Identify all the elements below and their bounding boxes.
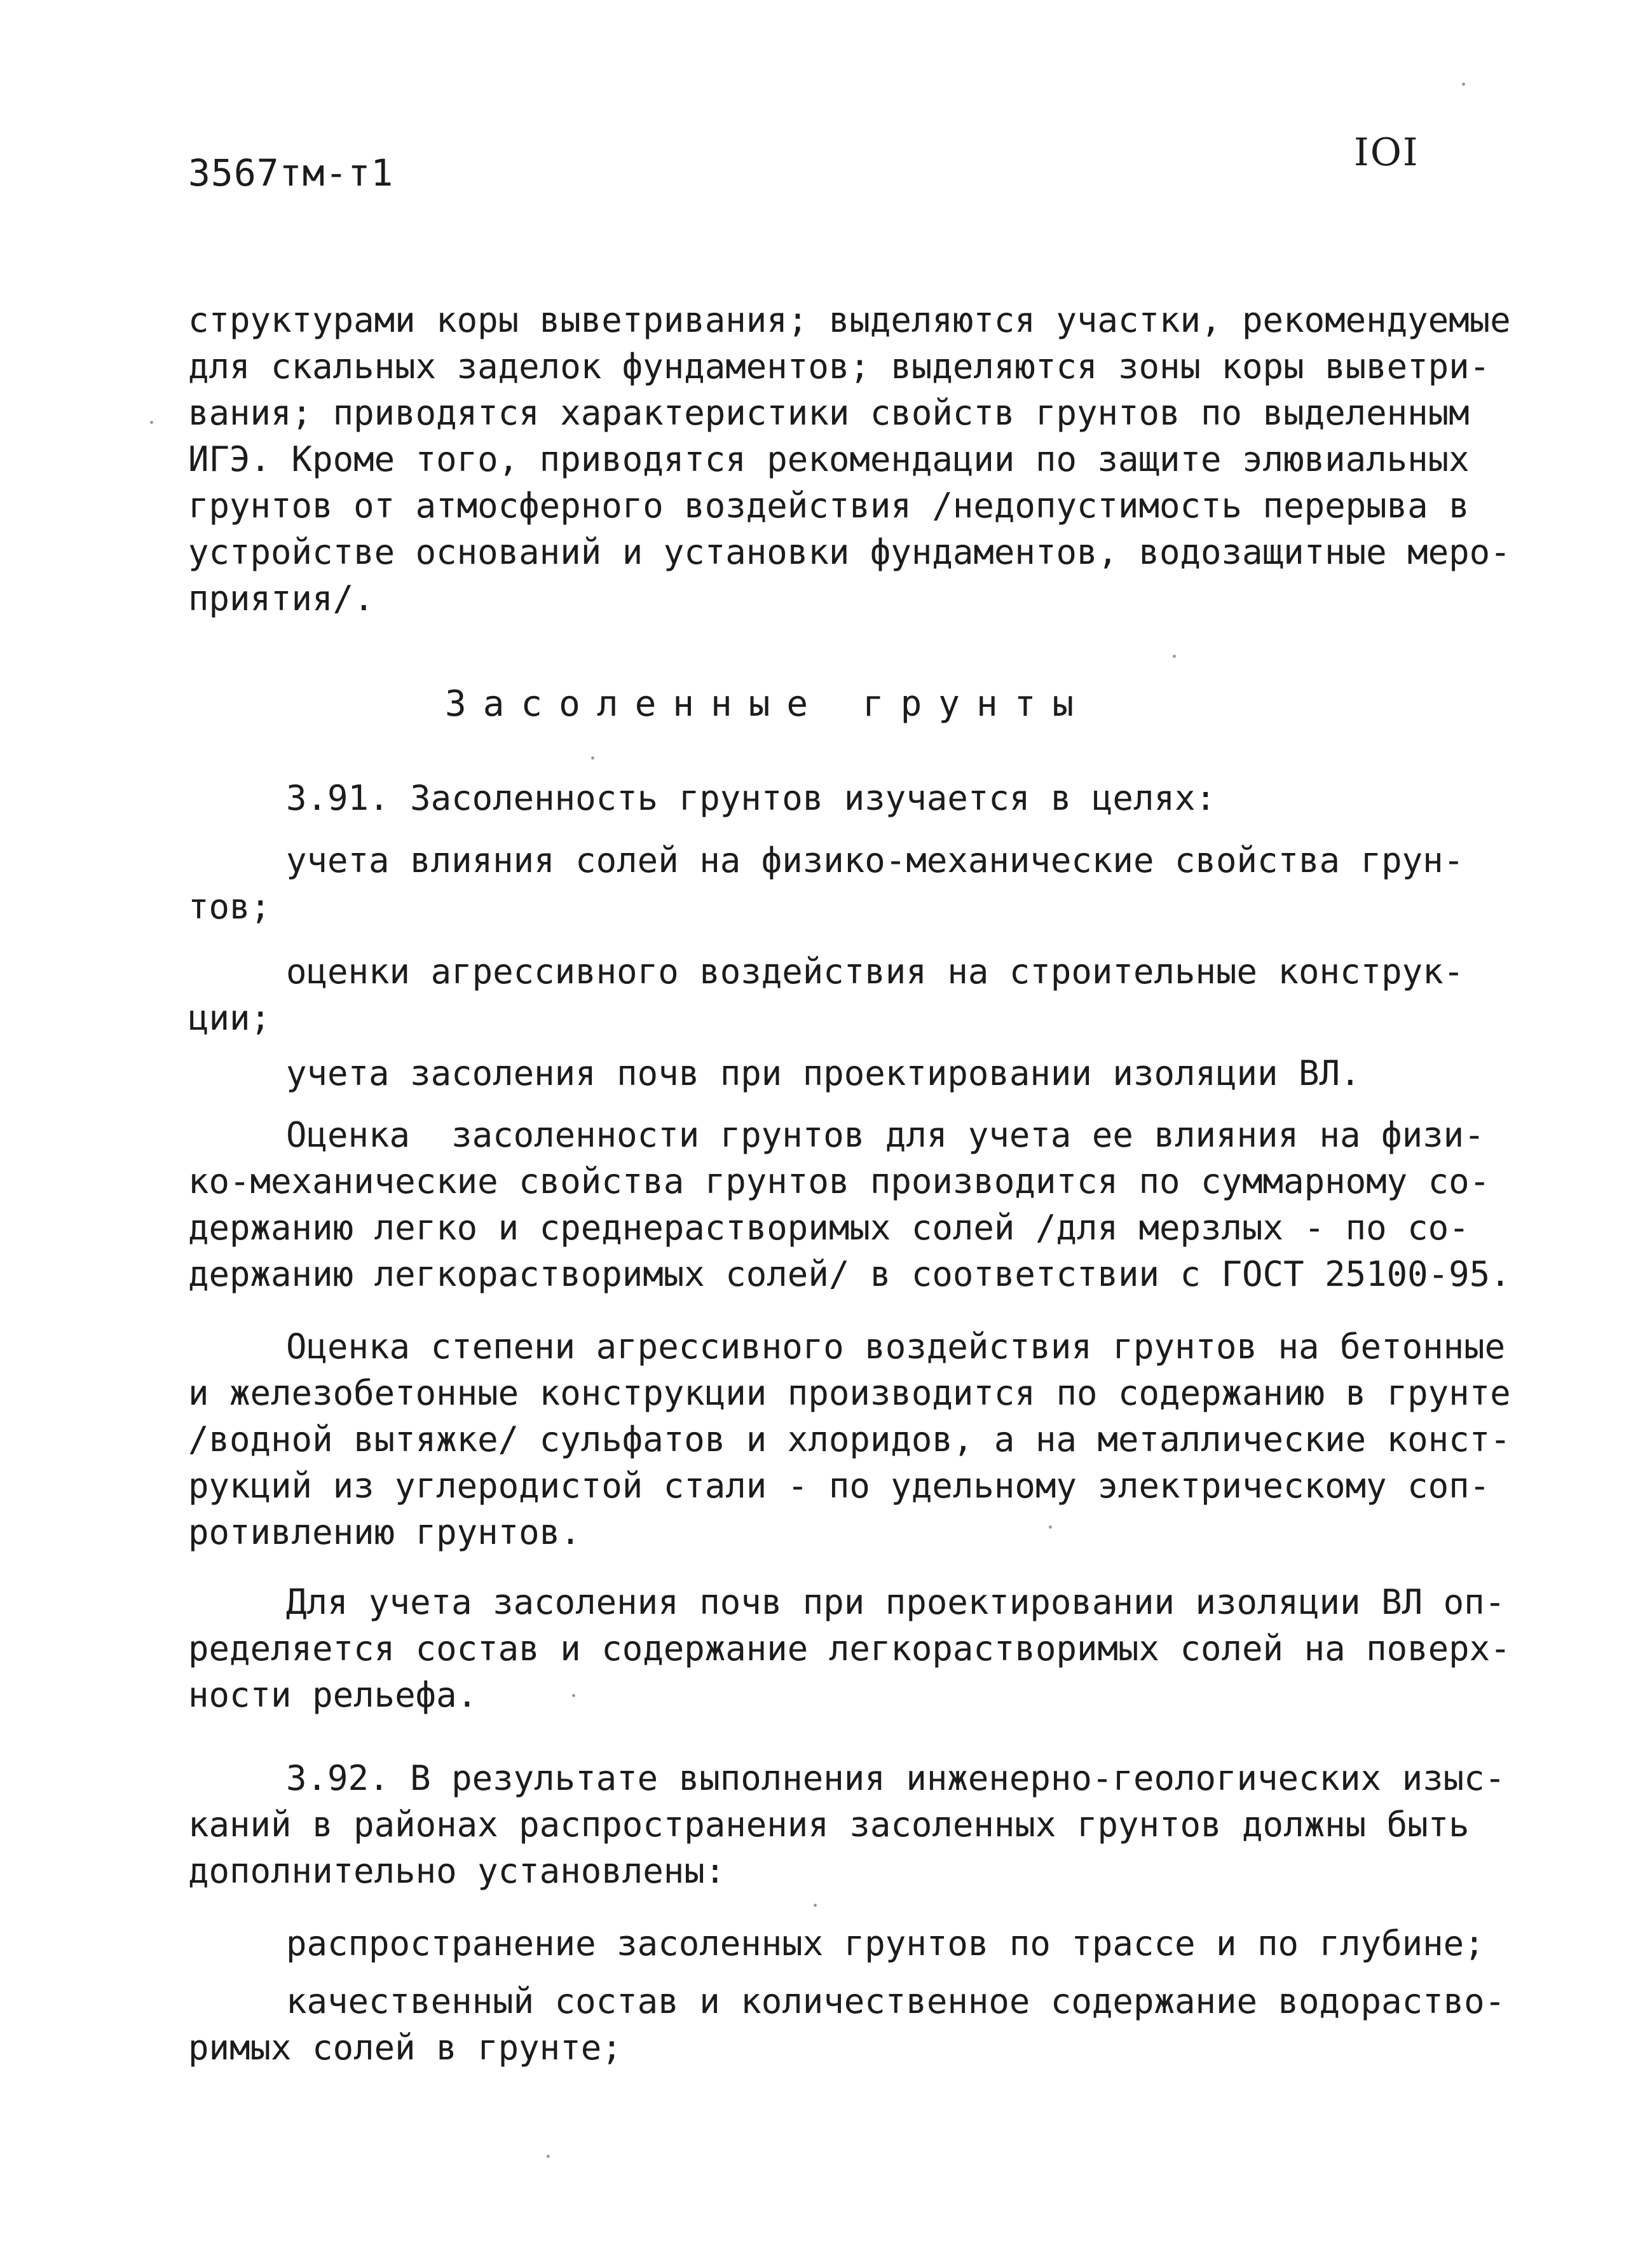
text-line: каний в районах распространения засоленных грунтов должны быть — [188, 1805, 1470, 1845]
scan-speck — [1462, 83, 1465, 86]
text-line: приятия/. — [188, 578, 374, 618]
text-line: дополнительно установлены: — [188, 1851, 726, 1891]
scan-speck — [591, 756, 594, 760]
scan-speck — [150, 421, 153, 424]
text-line: грунтов от атмосферного воздействия /недопустимость перерыва в — [188, 486, 1470, 526]
section-heading: Засоленные грунты — [445, 683, 1091, 725]
list-item: учета влияния солей на физико-механические свойства грун- — [286, 840, 1464, 880]
document-code: 3567тм-т1 — [188, 151, 394, 194]
text-line: ности рельефа. — [188, 1675, 478, 1715]
text-line: тов; — [188, 887, 271, 927]
scan-speck — [814, 1904, 817, 1907]
text-line: для скальных заделок фундаментов; выделяются зоны коры выветри- — [188, 346, 1491, 386]
text-line: структурами коры выветривания; выделяются участки, рекомендуемые — [188, 300, 1511, 340]
text-line: /водной вытяжке/ сульфатов и хлоридов, а на металлические конст- — [188, 1419, 1511, 1459]
text-line: ции; — [188, 998, 271, 1038]
scan-speck — [547, 2155, 550, 2158]
text-line: устройстве оснований и установки фундаментов, водозащитные меро- — [188, 532, 1511, 572]
text-line: ротивлению грунтов. — [188, 1512, 581, 1552]
text-line: Для учета засоления почв при проектировании изоляции ВЛ оп- — [286, 1582, 1506, 1622]
text-line: рукций из углеродистой стали - по удельному электрическому соп- — [188, 1466, 1491, 1506]
text-line: держанию легко и среднерастворимых солей /для мерзлых - по со- — [188, 1208, 1470, 1248]
list-item: оценки агрессивного воздействия на строительные конструк- — [286, 952, 1464, 992]
clause-3-92: 3.92. В результате выполнения инженерно-геологических изыс- — [286, 1758, 1506, 1798]
scan-speck — [1173, 655, 1176, 658]
text-line: ко-механические свойства грунтов производится по суммарному со- — [188, 1161, 1491, 1201]
text-line: и железобетонные конструкции производится по содержанию в грунте — [188, 1373, 1511, 1413]
text-line: ределяется состав и содержание легкорастворимых солей на поверх- — [188, 1628, 1511, 1669]
text-line: ИГЭ. Кроме того, приводятся рекомендации по защите элювиальных — [188, 439, 1470, 479]
list-item: качественный состав и количественное содержание водораство- — [286, 1981, 1506, 2021]
scan-speck — [1049, 1525, 1052, 1529]
text-line: держанию легкорастворимых солей/ в соответствии с ГОСТ 25100-95. — [188, 1254, 1511, 1294]
list-item: распространение засоленных грунтов по трассе и по глубине; — [286, 1923, 1485, 1963]
text-line: вания; приводятся характеристики свойств грунтов по выделенным — [188, 393, 1470, 433]
page-number: IOI — [1354, 130, 1419, 175]
list-item: учета засоления почв при проектировании изоляции ВЛ. — [286, 1053, 1361, 1093]
text-line: римых солей в грунте; — [188, 2028, 622, 2068]
clause-3-91: 3.91. Засоленность грунтов изучается в целях: — [286, 778, 1216, 818]
text-line: Оценка степени агрессивного воздействия грунтов на бетонные — [286, 1327, 1506, 1367]
text-line: Оценка засоленности грунтов для учета ее влияния на физи- — [286, 1115, 1485, 1155]
scan-speck — [572, 1694, 575, 1697]
